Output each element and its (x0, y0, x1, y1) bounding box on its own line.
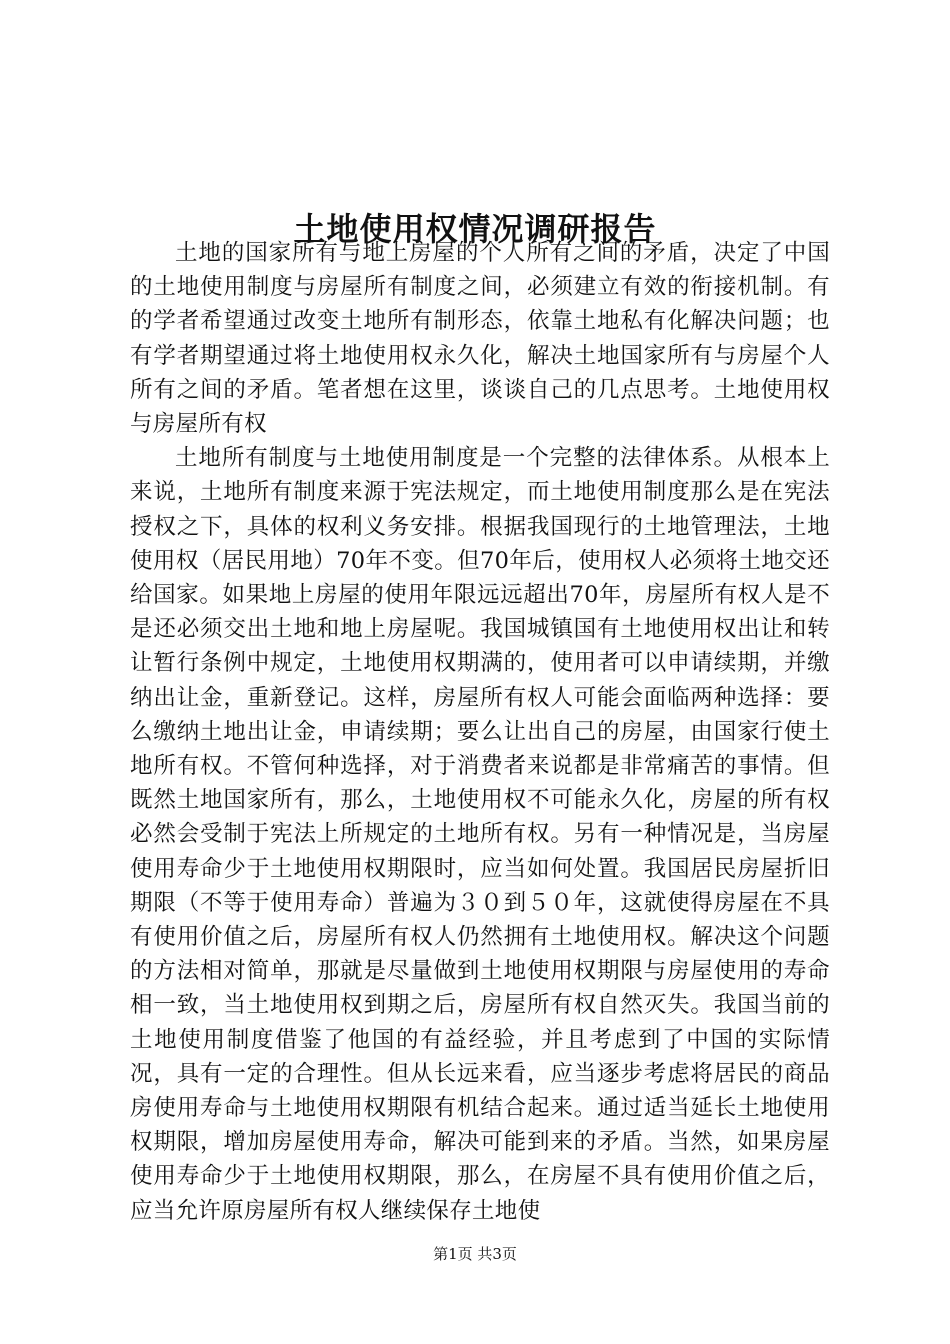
document-title: 土地使用权情况调研报告 (293, 210, 657, 249)
page-number-footer: 第1页 共3页 (433, 1245, 517, 1263)
document-body (130, 236, 830, 1228)
paragraph-main: 土地所有制度与土地使用制度是一个完整的法律体系。从根本上来说，土地所有制度来源于宪法规定，而土地使用制度那么是在宪法授权之下，具体的权利义务安排。根据我国现行的土地管理法，土地使用权（居民用地）70年不变。但70年后，使用权人必须将土地交还给国家。如果地上房屋的使用年限远远超出70年，房屋所有权人是不是还必须交出土地和地上房屋呢。我国城镇国有土地使用权出让和转让暂行条例中规定，土地使用权期满的，使用者可以申请续期，并缴纳出让金，重新登记。这样，房屋所有权人可能会面临两种选择：要么缴纳土地出让金，申请续期；要么让出自己的房屋，由国家行使土地所有权。不管何种选择，对于消费者来说都是非常痛苦的事情。但既然土地国家所有，那么，土地使用权不可能永久化，房屋的所有权必然会受制于宪法上所规定的土地所有权。另有一种情况是，当房屋使用寿命少于土地使用权期限时，应当如何处置。我国居民房屋折旧期限（不等于使用寿命）普遍为３０到５０年，这就使得房屋在不具有使用价值之后，房屋所有权人仍然拥有土地使用权。解决这个问题的方法相对简单，那就是尽量做到土地使用权期限与房屋使用的寿命相一致，当土地使用权到期之后，房屋所有权自然灭失。我国当前的土地使用制度借鉴了他国的有益经验，并且考虑到了中国的实际情况，具有一定的合理性。但从长远来看，应当逐步考虑将居民的商品房使用寿命与土地使用权期限有机结合起来。通过适当延长土地使用权期限，增加房屋使用寿命，解决可能到来的矛盾。当然，如果房屋使用寿命少于土地使用权期限，那么，在房屋不具有使用价值之后，应当允许原房屋所有权人继续保存土地使 (130, 445, 830, 1224)
paragraph-intro: 土地的国家所有与地上房屋的个人所有之间的矛盾，决定了中国的土地使用制度与房屋所有制度之间，必须建立有效的衔接机制。有的学者希望通过改变土地所有制形态，依靠土地私有化解决问题；也有学者期望通过将土地使用权永久化，解决土地国家所有与房屋个人所有之间的矛盾。笔者想在这里，谈谈自己的几点思考。土地使用权与房屋所有权 (130, 240, 830, 438)
